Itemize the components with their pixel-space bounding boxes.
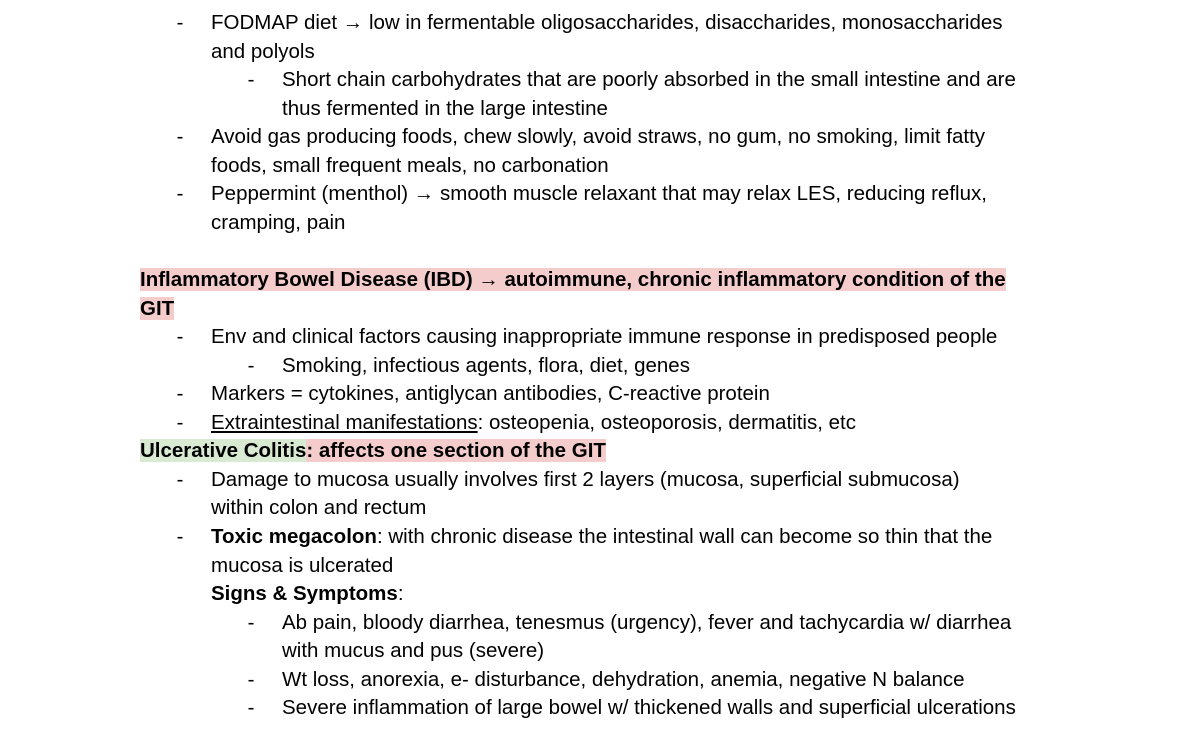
- signs-symptoms-label: Signs & Symptoms: [211, 582, 398, 605]
- bullet-dash: -: [176, 125, 184, 148]
- uc-subtitle: : affects one section of the GIT: [306, 439, 606, 462]
- signs-symptoms-heading: [211, 580, 404, 609]
- bullet-dash: -: [176, 468, 184, 491]
- ibd-heading-text-continued: GIT: [140, 297, 175, 320]
- extraintestinal-rest: : osteopenia, osteoporosis, dermatitis, etc: [477, 411, 856, 434]
- fodmap-line-2: and polyols: [211, 40, 315, 63]
- toxic-megacolon-rest: : with chronic disease the intestinal wall can become so thin that the: [376, 525, 993, 548]
- damage-line-2: within colon and rectum: [211, 496, 427, 519]
- bullet-dash: -: [176, 325, 184, 348]
- markers-text: Markers = cytokines, antiglycan antibodies, C-reactive protein: [211, 382, 770, 405]
- bullet-dash: -: [176, 382, 184, 405]
- bullet-dash: -: [247, 611, 255, 634]
- ab-pain-line-1: Ab pain, bloody diarrhea, tenesmus (urgency), fever and tachycardia w/ diarrhea: [282, 611, 1012, 634]
- short-chain-line-1: Short chain carbohydrates that are poorly absorbed in the small intestine and are: [282, 68, 1016, 91]
- ibd-heading-line-1: [140, 266, 1006, 295]
- uc-heading: [140, 437, 606, 466]
- bullet-dash: -: [247, 696, 255, 719]
- smoking-text: Smoking, infectious agents, flora, diet, genes: [282, 354, 690, 377]
- peppermint-line-2: cramping, pain: [211, 211, 346, 234]
- toxic-megacolon-label: Toxic megacolon: [211, 525, 377, 548]
- bullet-dash: -: [176, 411, 184, 434]
- signs-symptoms-colon: :: [397, 582, 404, 605]
- bullet-dash: -: [247, 668, 255, 691]
- uc-title: Ulcerative Colitis: [140, 439, 307, 462]
- env-factors-text: Env and clinical factors causing inappropriate immune response in predisposed people: [211, 325, 998, 348]
- toxic-megacolon-line-2: mucosa is ulcerated: [211, 554, 394, 577]
- bullet-dash: -: [247, 68, 255, 91]
- short-chain-line-2: thus fermented in the large intestine: [282, 97, 608, 120]
- toxic-megacolon-line-1: [211, 523, 992, 552]
- ab-pain-line-2: with mucus and pus (severe): [282, 639, 545, 662]
- avoid-gas-line-1: Avoid gas producing foods, chew slowly, avoid straws, no gum, no smoking, limit fatty: [211, 125, 986, 148]
- bullet-dash: -: [176, 525, 184, 548]
- fodmap-line-1: FODMAP diet → low in fermentable oligosaccharides, disaccharides, monosaccharides: [211, 11, 1003, 34]
- extraintestinal-label: Extraintestinal manifestations: [211, 411, 478, 434]
- severe-inflammation-text: Severe inflammation of large bowel w/ thickened walls and superficial ulcerations: [282, 696, 1016, 719]
- bullet-dash: -: [176, 182, 184, 205]
- ibd-heading-line-2: [140, 295, 174, 324]
- wt-loss-text: Wt loss, anorexia, e- disturbance, dehydration, anemia, negative N balance: [282, 668, 965, 691]
- peppermint-line-1: Peppermint (menthol) → smooth muscle relaxant that may relax LES, reducing reflux,: [211, 182, 987, 205]
- damage-line-1: Damage to mucosa usually involves first 2 layers (mucosa, superficial submucosa): [211, 468, 960, 491]
- ibd-heading-text: Inflammatory Bowel Disease (IBD) → autoimmune, chronic inflammatory condition of the: [140, 268, 1006, 291]
- extraintestinal-text: [211, 409, 856, 438]
- bullet-dash: -: [247, 354, 255, 377]
- avoid-gas-line-2: foods, small frequent meals, no carbonation: [211, 154, 609, 177]
- bullet-dash: -: [176, 11, 184, 34]
